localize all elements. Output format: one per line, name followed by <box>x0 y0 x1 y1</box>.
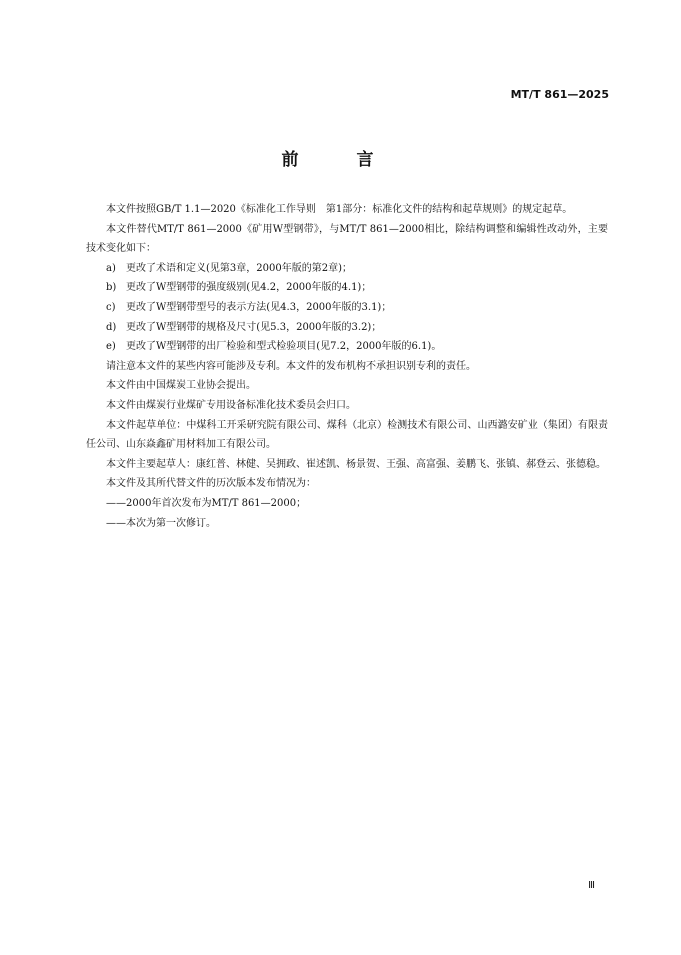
change-item-mark: d) <box>106 321 117 333</box>
paragraph-proposer: 本文件由中国煤炭工业协会提出。 <box>106 380 256 392</box>
paragraph-history-intro: 本文件及其所代替文件的历次版本发布情况为： <box>106 478 316 490</box>
change-item-text: 更改了W型钢带的强度级别(见4.2，2000年版的4.1)； <box>126 282 372 294</box>
history-item: ——本次为第一次修订。 <box>106 517 216 529</box>
standard-code: MT/T 861—2025 <box>510 88 609 101</box>
change-item-mark: e) <box>106 341 116 353</box>
paragraph-committee: 本文件由煤炭行业煤矿专用设备标准化技术委员会归口。 <box>106 399 356 411</box>
foreword-body <box>86 200 608 533</box>
paragraph-replacement: 本文件替代MT/T 861—2000《矿用W型钢带》，与MT/T 861—2000相比，除结构调整和编辑性改动外，主要技术变化如下： <box>86 223 608 255</box>
change-item <box>86 259 608 279</box>
change-item-text: 更改了W型钢带的规格及尺寸(见5.3，2000年版的3.2)； <box>126 321 382 333</box>
change-item <box>86 298 608 318</box>
change-item-text: 更改了W型钢带型号的表示方法(见4.3，2000年版的3.1)； <box>126 301 392 313</box>
paragraph-drafting-units: 本文件起草单位：中煤科工开采研究院有限公司、煤科（北京）检测技术有限公司、山西潞安矿业（集团）有限责任公司、山东焱鑫矿用材料加工有限公司。 <box>86 419 608 451</box>
change-item-text: 更改了W型钢带的出厂检验和型式检验项目(见7.2，2000年版的6.1)。 <box>126 341 442 353</box>
change-item-mark: a) <box>106 262 116 274</box>
change-item-mark: c) <box>106 301 116 313</box>
change-item-mark: b) <box>106 282 117 294</box>
change-item <box>86 337 608 357</box>
page-title: 前 言 <box>281 150 400 170</box>
change-item-text: 更改了术语和定义(见第3章，2000年版的第2章)； <box>126 262 352 274</box>
paragraph-patent-notice: 请注意本文件的某些内容可能涉及专利。本文件的发布机构不承担识别专利的责任。 <box>106 360 476 372</box>
paragraph-drafting-rules: 本文件按照GB/T 1.1—2020《标准化工作导则 第1部分：标准化文件的结构和起草规则》的规定起草。 <box>106 204 573 215</box>
paragraph-drafters: 本文件主要起草人：康红普、林健、吴拥政、崔述凯、杨景贺、王强、高富强、姜鹏飞、张镇、郝登云、张德稳。 <box>106 458 606 470</box>
change-item <box>86 318 608 338</box>
change-item <box>86 278 608 298</box>
history-item: ——2000年首次发布为MT/T 861—2000； <box>106 497 307 509</box>
page-number: Ⅲ <box>588 880 595 891</box>
